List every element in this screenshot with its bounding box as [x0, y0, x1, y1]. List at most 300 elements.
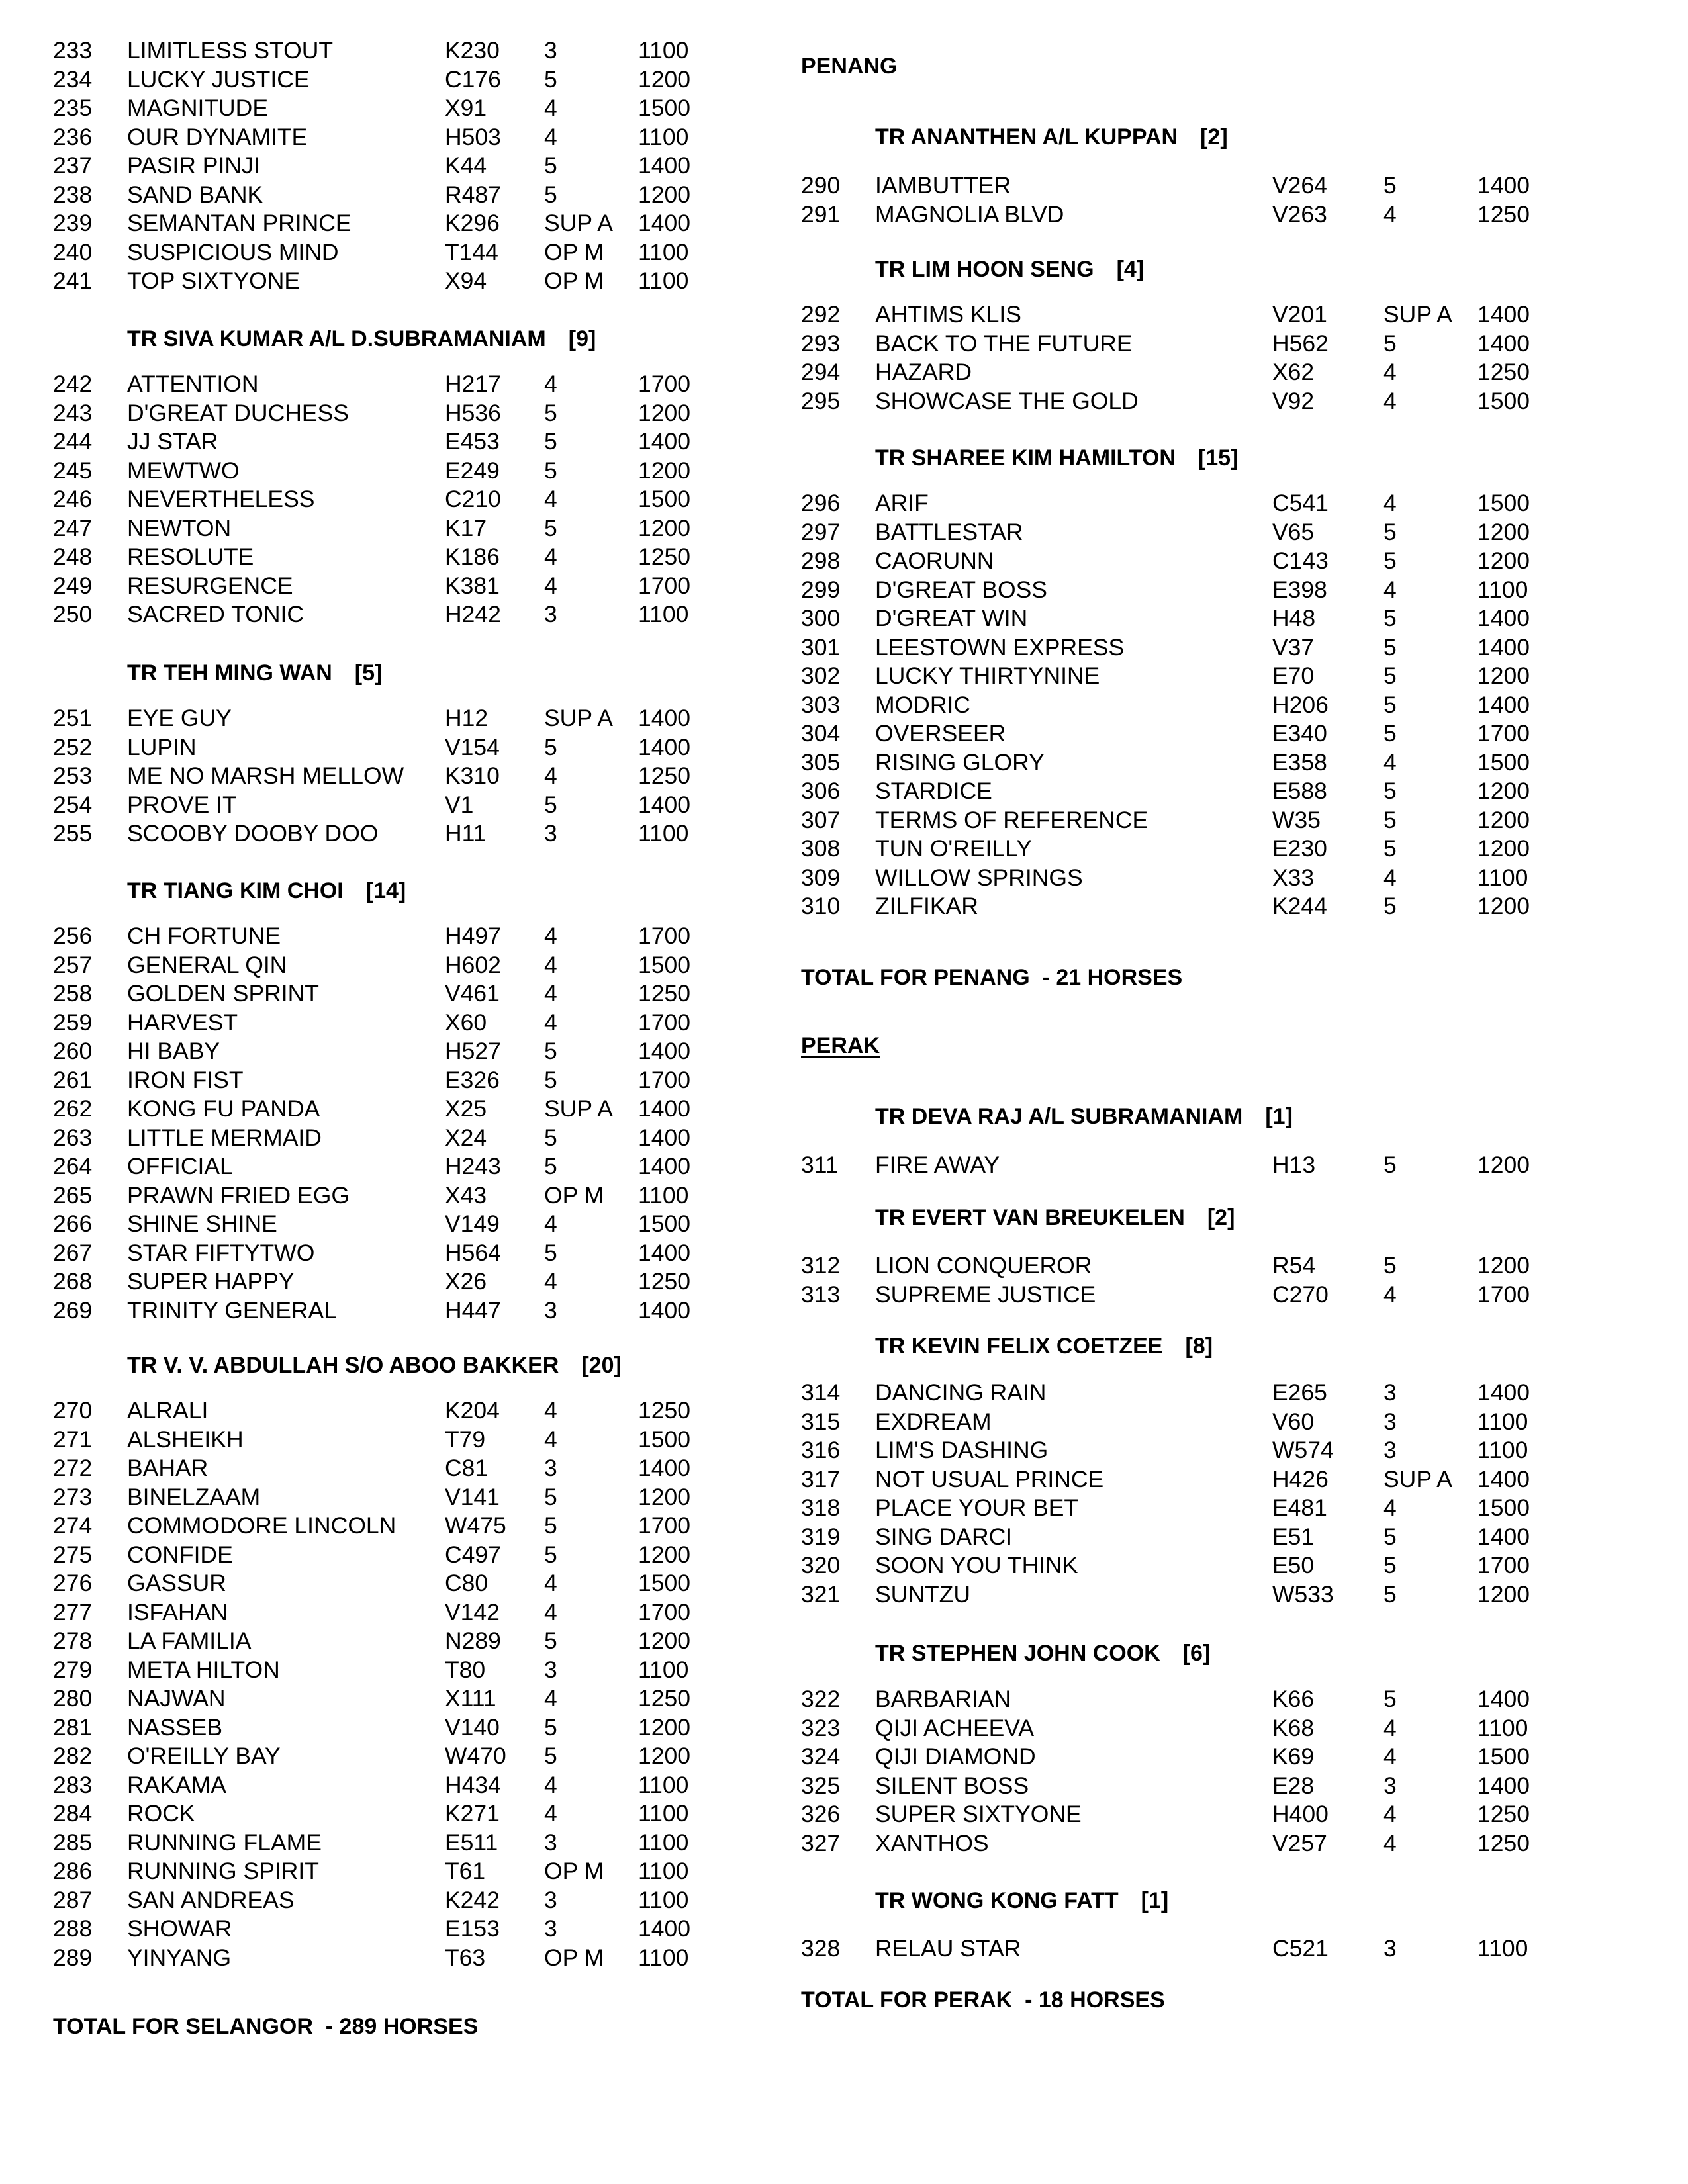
distance: 1100	[1477, 1714, 1528, 1741]
grade: 4	[544, 572, 557, 599]
horse-name: GOLDEN SPRINT	[127, 980, 319, 1007]
horse-code: H11	[445, 820, 487, 846]
distance: 1200	[638, 399, 690, 426]
grade: 5	[544, 1713, 557, 1741]
horse-code: V65	[1272, 518, 1315, 545]
grade: 4	[544, 1771, 557, 1798]
horse-code: H536	[445, 399, 501, 426]
entry-number: 263	[53, 1124, 93, 1151]
grade: 5	[544, 399, 557, 426]
entry-number: 310	[801, 893, 841, 919]
horse-name: NASSEB	[127, 1713, 223, 1741]
grade: 4	[544, 1800, 557, 1827]
grade: 5	[1383, 835, 1397, 862]
grade: 4	[1383, 1281, 1397, 1308]
horse-code: V201	[1272, 301, 1327, 328]
entry-number: 272	[53, 1455, 93, 1481]
horse-name: WILLOW SPRINGS	[875, 864, 1083, 891]
horse-code: T79	[445, 1426, 486, 1453]
distance: 1200	[1477, 778, 1530, 804]
horse-code: H12	[445, 705, 489, 731]
horse-code: H13	[1272, 1152, 1316, 1178]
horse-code: K242	[445, 1886, 500, 1913]
distance: 1500	[638, 1426, 690, 1453]
distance: 1400	[1477, 1465, 1530, 1492]
horse-code: K271	[445, 1800, 500, 1827]
distance: 1700	[638, 923, 690, 949]
entry-number: 289	[53, 1944, 93, 1971]
horse-name: SCOOBY DOOBY DOO	[127, 820, 379, 846]
entry-number: 304	[801, 720, 841, 747]
entry-number: 278	[53, 1627, 93, 1654]
trainer-name: TR STEPHEN JOHN COOK	[875, 1641, 1160, 1666]
horse-code: X26	[445, 1268, 487, 1295]
horse-name: D'GREAT WIN	[875, 605, 1028, 631]
entry-number: 239	[53, 210, 93, 236]
grade: 5	[1383, 172, 1397, 199]
horse-name: META HILTON	[127, 1656, 280, 1683]
horse-name: KONG FU PANDA	[127, 1095, 320, 1122]
horse-code: E249	[445, 457, 500, 484]
entry-number: 315	[801, 1408, 841, 1435]
horse-code: X24	[445, 1124, 487, 1151]
entry-number: 237	[53, 152, 93, 179]
horse-code: X94	[445, 267, 487, 294]
entry-number: 303	[801, 691, 841, 718]
horse-code: E588	[1272, 778, 1327, 804]
horse-name: BACK TO THE FUTURE	[875, 330, 1133, 357]
entry-number: 256	[53, 923, 93, 949]
horse-code: K381	[445, 572, 500, 599]
distance: 1400	[638, 1038, 690, 1064]
entry-number: 284	[53, 1800, 93, 1827]
horse-name: O'REILLY BAY	[127, 1743, 281, 1769]
distance: 1200	[1477, 518, 1530, 545]
horse-name: IAMBUTTER	[875, 172, 1011, 199]
trainer-horse-count: [20]	[581, 1353, 622, 1378]
distance: 1400	[1477, 172, 1530, 199]
grade: 3	[1383, 1379, 1397, 1406]
horse-code: H497	[445, 923, 501, 949]
distance: 1400	[1477, 330, 1530, 357]
distance: 1700	[638, 1512, 690, 1539]
distance: 1100	[638, 1829, 689, 1856]
grade: 5	[1383, 662, 1397, 689]
entry-number: 301	[801, 633, 841, 660]
distance: 1400	[1477, 301, 1530, 328]
grade: 5	[1383, 1552, 1397, 1578]
horse-name: RUNNING SPIRIT	[127, 1858, 319, 1884]
entry-number: 325	[801, 1772, 841, 1799]
trainer-heading	[127, 1351, 622, 1380]
grade: 5	[544, 1038, 557, 1064]
grade: 5	[544, 1124, 557, 1151]
horse-code: H564	[445, 1239, 501, 1266]
grade: 5	[544, 1541, 557, 1568]
grade: SUP A	[544, 1095, 613, 1122]
trainer-heading	[875, 255, 1144, 284]
entry-number: 267	[53, 1239, 93, 1266]
grade: 3	[544, 1656, 557, 1683]
entry-number: 234	[53, 66, 93, 93]
horse-name: GENERAL QIN	[127, 951, 287, 978]
trainer-horse-count: [5]	[354, 660, 383, 686]
horse-name: SILENT BOSS	[875, 1772, 1029, 1799]
trainer-horse-count: [2]	[1207, 1205, 1235, 1230]
horse-name: TOP SIXTYONE	[127, 267, 301, 294]
grade: 5	[544, 1512, 557, 1539]
trainer-horse-count: [1]	[1265, 1104, 1293, 1129]
horse-name: MAGNOLIA BLVD	[875, 201, 1064, 228]
distance: 1400	[1477, 1772, 1530, 1799]
distance: 1200	[1477, 547, 1530, 574]
grade: 4	[544, 1009, 557, 1036]
entry-number: 318	[801, 1494, 841, 1521]
distance: 1200	[638, 1483, 690, 1510]
grade: SUP A	[1383, 1465, 1452, 1492]
grade: SUP A	[544, 705, 613, 731]
entry-number: 248	[53, 543, 93, 570]
grade: SUP A	[1383, 301, 1452, 328]
horse-code: T144	[445, 238, 498, 265]
grade: 5	[544, 791, 557, 818]
trainer-heading	[875, 1332, 1213, 1361]
trainer-heading	[127, 324, 596, 353]
distance: 1100	[638, 37, 689, 64]
horse-name: SING DARCI	[875, 1523, 1013, 1550]
trainer-name: TR KEVIN FELIX COETZEE	[875, 1334, 1163, 1359]
horse-name: HI BABY	[127, 1038, 220, 1064]
trainer-heading	[875, 1886, 1168, 1915]
horse-name: BARBARIAN	[875, 1686, 1011, 1712]
distance: 1500	[1477, 1743, 1530, 1770]
distance: 1250	[638, 762, 690, 789]
entry-number: 307	[801, 806, 841, 833]
entry-number: 324	[801, 1743, 841, 1770]
horse-code: K186	[445, 543, 500, 570]
entry-number: 261	[53, 1066, 93, 1093]
entry-number: 244	[53, 428, 93, 455]
entry-number: 247	[53, 514, 93, 541]
horse-code: V154	[445, 733, 500, 760]
horse-name: IRON FIST	[127, 1066, 244, 1093]
distance: 1400	[638, 152, 690, 179]
grade: 4	[1383, 864, 1397, 891]
distance: 1100	[638, 267, 689, 294]
grade: 3	[544, 1886, 557, 1913]
distance: 1100	[638, 1771, 689, 1798]
trainer-name: TR SHAREE KIM HAMILTON	[875, 445, 1176, 471]
entry-number: 240	[53, 238, 93, 265]
horse-name: MODRIC	[875, 691, 970, 718]
horse-name: TRINITY GENERAL	[127, 1297, 337, 1324]
grade: 4	[544, 923, 557, 949]
grade: 3	[1383, 1408, 1397, 1435]
grade: 4	[1383, 201, 1397, 228]
grade: OP M	[544, 1181, 604, 1208]
distance: 1200	[638, 1627, 690, 1654]
distance: 1100	[638, 820, 689, 846]
horse-name: LUCKY JUSTICE	[127, 66, 310, 93]
horse-code: X25	[445, 1095, 487, 1122]
distance: 1500	[638, 1570, 690, 1596]
horse-code: E265	[1272, 1379, 1327, 1406]
horse-code: H48	[1272, 605, 1316, 631]
distance: 1200	[1477, 1580, 1530, 1608]
horse-code: E230	[1272, 835, 1327, 862]
horse-code: X33	[1272, 864, 1315, 891]
horse-code: E28	[1272, 1772, 1315, 1799]
grade: 5	[1383, 1152, 1397, 1178]
horse-name: GASSUR	[127, 1570, 226, 1596]
distance: 1100	[638, 1800, 689, 1827]
horse-code: H217	[445, 371, 501, 397]
grade: 4	[544, 1570, 557, 1596]
distance: 1200	[1477, 662, 1530, 689]
horse-code: H602	[445, 951, 501, 978]
horse-code: X91	[445, 95, 487, 121]
horse-name: PLACE YOUR BET	[875, 1494, 1079, 1521]
distance: 1400	[638, 791, 690, 818]
horse-name: SHOWCASE THE GOLD	[875, 387, 1139, 414]
horse-code: H426	[1272, 1465, 1329, 1492]
horse-code: T63	[445, 1944, 486, 1971]
horse-code: K66	[1272, 1686, 1315, 1712]
grade: 4	[1383, 1714, 1397, 1741]
horse-code: E51	[1272, 1523, 1315, 1550]
entry-number: 271	[53, 1426, 93, 1453]
horse-code: K17	[445, 514, 487, 541]
horse-name: NAJWAN	[127, 1685, 226, 1711]
horse-name: ROCK	[127, 1800, 195, 1827]
distance: 1250	[1477, 1829, 1530, 1856]
horse-name: SUPER SIXTYONE	[875, 1801, 1082, 1827]
horse-code: K230	[445, 37, 500, 64]
distance: 1100	[1477, 576, 1528, 603]
horse-code: H503	[445, 123, 501, 150]
horse-name: STARDICE	[875, 778, 992, 804]
grade: 5	[1383, 330, 1397, 357]
horse-code: C176	[445, 66, 501, 93]
distance: 1200	[1477, 806, 1530, 833]
entry-number: 253	[53, 762, 93, 789]
trainer-heading	[875, 443, 1238, 473]
horse-name: NEVERTHELESS	[127, 486, 315, 512]
grade: 5	[544, 1153, 557, 1179]
grade: 3	[1383, 1772, 1397, 1799]
horse-name: ME NO MARSH MELLOW	[127, 762, 404, 789]
entry-number: 285	[53, 1829, 93, 1856]
horse-name: TERMS OF REFERENCE	[875, 806, 1149, 833]
grade: 5	[544, 1066, 557, 1093]
horse-name: EYE GUY	[127, 705, 232, 731]
horse-code: W35	[1272, 806, 1321, 833]
distance: 1100	[1477, 1935, 1528, 1962]
horse-name: STAR FIFTYTWO	[127, 1239, 315, 1266]
distance: 1100	[638, 238, 689, 265]
grade: 4	[1383, 749, 1397, 776]
distance: 1100	[638, 123, 689, 150]
horse-name: BATTLESTAR	[875, 518, 1023, 545]
entry-number: 323	[801, 1714, 841, 1741]
horse-name: RESOLUTE	[127, 543, 254, 570]
distance: 1700	[638, 371, 690, 397]
grade: 4	[544, 123, 557, 150]
entry-number: 290	[801, 172, 841, 199]
distance: 1400	[638, 705, 690, 731]
horse-name: RUNNING FLAME	[127, 1829, 322, 1856]
grade: 3	[544, 601, 557, 627]
grade: SUP A	[544, 210, 613, 236]
trainer-heading	[875, 1639, 1210, 1668]
entry-number: 252	[53, 733, 93, 760]
grade: 3	[1383, 1437, 1397, 1463]
distance: 1400	[1477, 1686, 1530, 1712]
grade: 4	[544, 1426, 557, 1453]
distance: 1400	[638, 1095, 690, 1122]
entry-number: 265	[53, 1181, 93, 1208]
horse-name: MAGNITUDE	[127, 95, 268, 121]
distance: 1400	[638, 428, 690, 455]
distance: 1400	[638, 1124, 690, 1151]
grade: 5	[544, 1627, 557, 1654]
entry-number: 327	[801, 1829, 841, 1856]
trainer-name: TR DEVA RAJ A/L SUBRAMANIAM	[875, 1104, 1243, 1129]
grade: 3	[544, 820, 557, 846]
horse-name: PASIR PINJI	[127, 152, 260, 179]
distance: 1400	[1477, 633, 1530, 660]
horse-name: NOT USUAL PRINCE	[875, 1465, 1104, 1492]
horse-code: E50	[1272, 1552, 1315, 1578]
trainer-name: TR EVERT VAN BREUKELEN	[875, 1205, 1185, 1230]
entry-number: 236	[53, 123, 93, 150]
distance: 1400	[638, 210, 690, 236]
grade: 5	[1383, 778, 1397, 804]
horse-name: COMMODORE LINCOLN	[127, 1512, 397, 1539]
entry-number: 254	[53, 791, 93, 818]
horse-code: E358	[1272, 749, 1327, 776]
horse-name: MEWTWO	[127, 457, 240, 484]
horse-name: D'GREAT BOSS	[875, 576, 1047, 603]
distance: 1100	[638, 1858, 689, 1884]
grade: 5	[1383, 547, 1397, 574]
entry-number: 279	[53, 1656, 93, 1683]
distance: 1200	[638, 1743, 690, 1769]
grade: 4	[544, 543, 557, 570]
horse-code: T80	[445, 1656, 486, 1683]
distance: 1250	[638, 1685, 690, 1711]
horse-code: H206	[1272, 691, 1329, 718]
horse-name: JJ STAR	[127, 428, 218, 455]
entry-number: 238	[53, 181, 93, 208]
horse-code: V141	[445, 1483, 500, 1510]
grade: 5	[1383, 633, 1397, 660]
horse-code: V264	[1272, 172, 1327, 199]
horse-name: XANTHOS	[875, 1829, 989, 1856]
entry-number: 275	[53, 1541, 93, 1568]
entry-number: 273	[53, 1483, 93, 1510]
horse-code: X62	[1272, 359, 1315, 385]
distance: 1200	[638, 181, 690, 208]
distance: 1200	[638, 514, 690, 541]
grade: 4	[1383, 490, 1397, 516]
horse-code: W475	[445, 1512, 506, 1539]
entry-number: 321	[801, 1580, 841, 1608]
trainer-name: TR WONG KONG FATT	[875, 1888, 1119, 1913]
entry-number: 277	[53, 1598, 93, 1625]
trainer-name: TR TEH MING WAN	[127, 660, 332, 686]
horse-name: ARIF	[875, 490, 929, 516]
entry-number: 270	[53, 1397, 93, 1424]
entry-number: 243	[53, 399, 93, 426]
grade: 4	[1383, 1494, 1397, 1521]
entry-number: 287	[53, 1886, 93, 1913]
trainer-horse-count: [14]	[365, 878, 406, 903]
distance: 1700	[638, 572, 690, 599]
horse-code: R54	[1272, 1252, 1316, 1279]
horse-code: K244	[1272, 893, 1327, 919]
grade: 4	[544, 1268, 557, 1295]
horse-code: E453	[445, 428, 500, 455]
horse-name: LION CONQUEROR	[875, 1252, 1092, 1279]
horse-name: SUSPICIOUS MIND	[127, 238, 339, 265]
horse-code: K204	[445, 1397, 500, 1424]
horse-name: ALRALI	[127, 1397, 209, 1424]
trainer-name: TR LIM HOON SENG	[875, 257, 1094, 282]
horse-name: LIM'S DASHING	[875, 1437, 1049, 1463]
entry-number: 328	[801, 1935, 841, 1962]
horse-name: OFFICIAL	[127, 1153, 233, 1179]
trainer-name: TR SIVA KUMAR A/L D.SUBRAMANIAM	[127, 326, 546, 351]
distance: 1500	[1477, 387, 1530, 414]
grade: 4	[544, 371, 557, 397]
horse-code: X111	[445, 1685, 496, 1711]
grade: 5	[1383, 893, 1397, 919]
horse-code: K44	[445, 152, 487, 179]
distance: 1200	[1477, 893, 1530, 919]
distance: 1500	[1477, 1494, 1530, 1521]
horse-code: V461	[445, 980, 500, 1007]
distance: 1200	[1477, 1252, 1530, 1279]
entry-number: 246	[53, 486, 93, 512]
horse-name: SOON YOU THINK	[875, 1552, 1078, 1578]
entry-number: 299	[801, 576, 841, 603]
entry-number: 295	[801, 387, 841, 414]
entry-number: 274	[53, 1512, 93, 1539]
horse-name: SAN ANDREAS	[127, 1886, 295, 1913]
grade: 4	[544, 486, 557, 512]
horse-code: C521	[1272, 1935, 1329, 1962]
grade: 4	[1383, 387, 1397, 414]
grade: 4	[544, 1210, 557, 1237]
horse-code: H400	[1272, 1801, 1329, 1827]
trainer-horse-count: [6]	[1182, 1641, 1211, 1666]
horse-name: CONFIDE	[127, 1541, 233, 1568]
distance: 1400	[638, 1239, 690, 1266]
entry-number: 266	[53, 1210, 93, 1237]
grade: 5	[1383, 1580, 1397, 1608]
entry-number: 306	[801, 778, 841, 804]
distance: 1500	[638, 951, 690, 978]
grade: 3	[1383, 1935, 1397, 1962]
horse-name: ALSHEIKH	[127, 1426, 244, 1453]
horse-code: N289	[445, 1627, 501, 1654]
grade: 3	[544, 37, 557, 64]
horse-code: X60	[445, 1009, 487, 1036]
horse-name: RESURGENCE	[127, 572, 293, 599]
grade: 4	[544, 951, 557, 978]
grade: 4	[544, 1598, 557, 1625]
